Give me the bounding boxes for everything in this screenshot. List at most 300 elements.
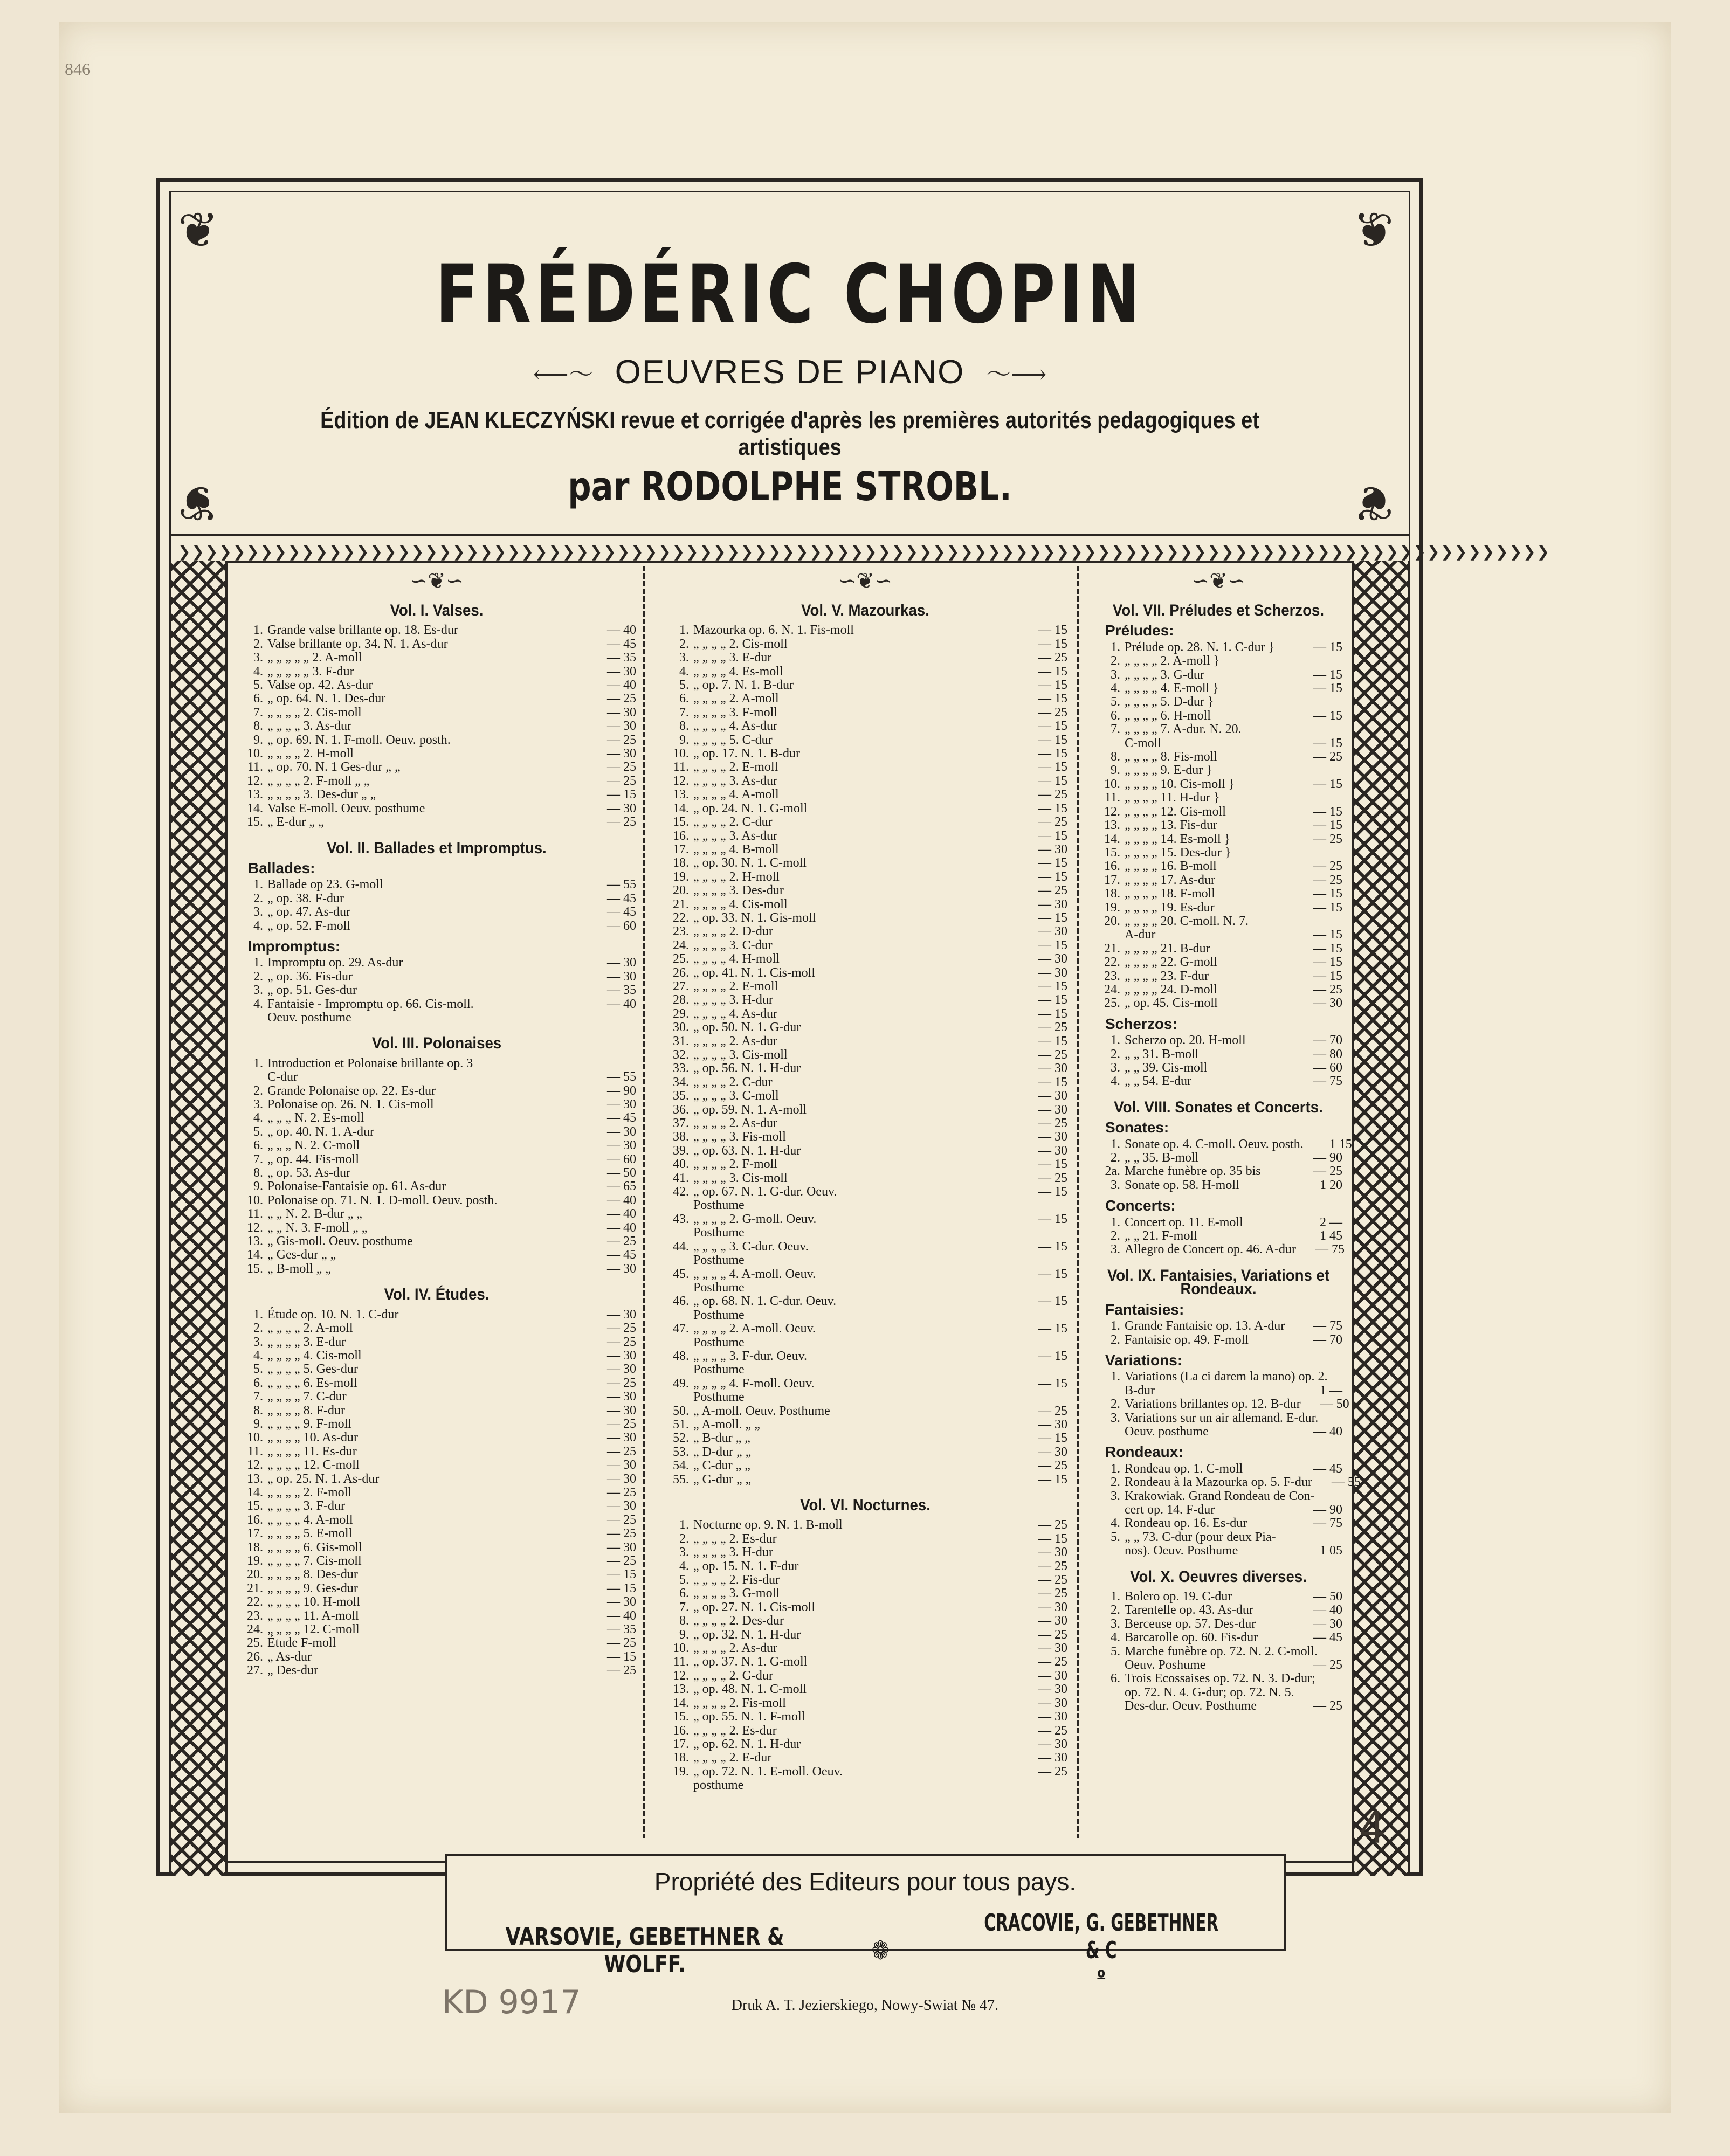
list-item	[663, 720, 1067, 733]
item-title: „ „ „ „ „ 2. A-moll	[267, 651, 362, 665]
item-number: 11.	[247, 1444, 263, 1459]
subtitle: OEUVRES DE PIANO	[615, 354, 965, 391]
item-title: „ „ „ „ 2. Des-dur	[693, 1614, 784, 1628]
item-number: 7.	[1111, 722, 1120, 737]
item-title: „ op. 33. N. 1. Gis-moll	[693, 910, 816, 925]
item-number: 4.	[1111, 1516, 1120, 1531]
list-item	[237, 1377, 636, 1390]
item-title: C-dur	[267, 1070, 298, 1084]
item-price: — 15	[1038, 1157, 1067, 1172]
item-number	[663, 1199, 693, 1212]
item-price: — 25	[1038, 1518, 1067, 1532]
item-title: „ „ „ „ 11. H-dur }	[1125, 791, 1220, 805]
item-number: 52.	[673, 1431, 689, 1446]
item-title: „ „ „ „ 2. Es-dur	[693, 1531, 777, 1546]
section-heading: Scherzos:	[1105, 1015, 1177, 1032]
item-price: — 35	[607, 651, 636, 665]
item-number: 27.	[673, 979, 689, 993]
item-number: 4.	[679, 1559, 689, 1573]
list-item	[1094, 778, 1342, 791]
item-price: — 15	[1038, 1185, 1067, 1199]
item-price: — 15	[1038, 664, 1067, 679]
item-number: 20.	[673, 883, 689, 898]
item-title: „ „ „ „ 3. G-dur	[1125, 667, 1204, 682]
item-number	[1094, 928, 1125, 942]
item-number: 29.	[673, 1006, 689, 1021]
list-item	[663, 1391, 1067, 1404]
item-price: — 75	[1313, 1516, 1342, 1531]
item-title: „ „ 39. Cis-moll	[1125, 1061, 1208, 1075]
item-title: „ „ „ „ 2. F-moll	[693, 1157, 777, 1172]
item-title: „ „ „ „ 2. Cis-moll	[693, 637, 788, 651]
item-number: 55.	[673, 1472, 689, 1487]
item-price: — 30	[1313, 1616, 1342, 1631]
item-number	[663, 1309, 693, 1322]
item-price: — 30	[607, 1403, 636, 1418]
item-price: — 55	[607, 877, 636, 892]
item-title: „ „ „ „ 2. Fis-moll	[693, 1696, 786, 1710]
item-price: — 15	[1038, 1349, 1067, 1363]
list-item	[663, 692, 1067, 706]
item-number: 3.	[679, 1545, 689, 1560]
item-price: — 60	[1313, 1061, 1342, 1075]
item-price: — 15	[1038, 623, 1067, 638]
item-number: 11.	[247, 760, 263, 775]
item-number: 13.	[673, 787, 689, 802]
item-price: — 30	[607, 1471, 636, 1486]
item-title: „ op. 24. N. 1. G-moll	[693, 801, 808, 816]
list-item	[1094, 901, 1342, 915]
item-title: Fantaisie op. 49. F-moll	[1125, 1332, 1249, 1347]
item-price: — 30	[607, 664, 636, 679]
publisher-emblem-icon: ❁	[871, 1935, 890, 1966]
item-title: cert op. 14. F-dur	[1125, 1502, 1215, 1517]
item-number: 3.	[253, 1335, 263, 1349]
item-number	[1094, 1384, 1125, 1398]
item-title: „ „ „ „ 3. Des-dur	[693, 883, 784, 898]
item-number: 46.	[673, 1294, 689, 1309]
item-price	[1294, 764, 1342, 777]
item-title: Prélude op. 28. N. 1. C-dur }	[1125, 640, 1275, 654]
list-item	[1094, 1061, 1342, 1075]
item-number: 4.	[253, 918, 263, 933]
list-item	[1094, 915, 1342, 928]
list-item	[663, 706, 1067, 720]
list-item	[237, 1582, 636, 1595]
list-item	[1094, 846, 1342, 860]
list-item	[663, 1765, 1067, 1779]
item-price: — 30	[607, 1458, 636, 1473]
item-title: Allegro de Concert op. 46. A-dur	[1125, 1242, 1296, 1257]
item-number: 11.	[1104, 791, 1120, 805]
item-number: 10.	[673, 1641, 689, 1656]
item-number: 1.	[253, 1307, 263, 1322]
item-price: — 15	[1038, 1322, 1067, 1336]
item-number	[1094, 1686, 1125, 1699]
item-title: „ Gis-moll. Oeuv. posthume	[267, 1234, 413, 1249]
list-item	[237, 1057, 636, 1070]
list-item	[237, 970, 636, 984]
item-price: — 30	[1038, 1143, 1067, 1158]
list-item	[663, 884, 1067, 897]
list-item	[1094, 805, 1342, 819]
item-price: — 15	[1313, 667, 1342, 682]
list-item	[237, 1098, 636, 1111]
item-title: Sonate op. 4. C-moll. Oeuv. posth.	[1125, 1137, 1304, 1151]
list-item	[663, 1172, 1067, 1185]
item-number: 12.	[247, 773, 263, 788]
item-price: — 55	[607, 1070, 636, 1084]
item-number: 6.	[1111, 708, 1120, 723]
item-price: — 15	[1038, 733, 1067, 747]
item-price: — 30	[607, 747, 636, 761]
item-title: „ „ „ „ 6. Es-moll	[267, 1376, 357, 1390]
list-item	[1094, 1645, 1342, 1659]
item-title: Sonate op. 58. H-moll	[1125, 1178, 1239, 1192]
item-price: — 25	[1038, 1627, 1067, 1642]
left-swirl-icon: ⟵〜	[533, 360, 594, 388]
item-title: Polonaise op. 26. N. 1. Cis-moll	[267, 1097, 434, 1111]
list-item	[1094, 942, 1342, 956]
list-item	[1094, 860, 1342, 873]
column-rule-1	[643, 566, 645, 1838]
item-title: Marche funèbre op. 72. N. 2. C-moll.	[1125, 1644, 1318, 1659]
item-number: 31.	[673, 1034, 689, 1048]
item-price: — 40	[607, 1207, 636, 1221]
item-number: 9.	[679, 1627, 689, 1642]
item-price: — 25	[1038, 1655, 1067, 1669]
item-price: — 40	[1313, 1603, 1342, 1618]
item-number: 7.	[253, 705, 263, 720]
item-number	[663, 1336, 693, 1350]
list-item	[663, 939, 1067, 952]
list-item	[663, 1532, 1067, 1546]
item-number: 14.	[247, 1248, 263, 1262]
item-title: „ op. 69. N. 1. F-moll. Oeuv. posth.	[267, 733, 451, 747]
item-number: 1.	[1111, 1137, 1120, 1151]
left-diamond-border	[169, 561, 228, 1876]
item-title: „ „ „ „ 4. Es-moll	[693, 664, 783, 679]
list-item	[1094, 1165, 1342, 1178]
item-price: — 25	[607, 1416, 636, 1431]
item-number: 12.	[673, 773, 689, 788]
item-price	[588, 1057, 636, 1070]
volume-heading: Vol. II. Ballades et Impromptus.	[327, 839, 547, 857]
item-price: — 15	[1313, 640, 1342, 654]
item-number: 14.	[247, 801, 263, 816]
item-title: „ „ N. 3. F-moll „ „	[267, 1220, 368, 1235]
list-item	[237, 1139, 636, 1152]
item-title: „ G-dur „ „	[693, 1472, 752, 1487]
vignette-icon: ∽❦∽	[409, 569, 464, 593]
item-number: 17.	[673, 1737, 689, 1751]
list-item	[663, 1350, 1067, 1363]
item-number: 25.	[673, 952, 689, 966]
item-price: — 30	[1038, 1102, 1067, 1117]
item-title: Variations sur un air allemand. E-dur.	[1125, 1411, 1319, 1425]
item-price: — 25	[1038, 1020, 1067, 1035]
list-item	[1094, 737, 1342, 750]
item-title: „ „ „ „ 7. C-dur	[267, 1390, 347, 1404]
list-item	[1094, 1370, 1342, 1384]
item-title: Impromptu op. 29. As-dur	[267, 956, 403, 970]
item-number: 32.	[673, 1048, 689, 1062]
item-number: 2.	[1111, 1603, 1120, 1618]
list-item	[663, 1254, 1067, 1267]
item-title: Posthume	[693, 1363, 745, 1377]
list-item	[663, 1724, 1067, 1738]
item-number: 2.	[1111, 1229, 1120, 1243]
list-item	[663, 624, 1067, 637]
item-number: 42.	[673, 1185, 689, 1199]
item-number: 15.	[247, 1261, 263, 1276]
item-number: 4.	[1111, 681, 1120, 696]
list-item	[663, 952, 1067, 966]
item-number: 19.	[1104, 900, 1120, 915]
item-price: — 30	[1038, 965, 1067, 980]
list-item	[663, 1130, 1067, 1144]
list-item	[237, 1527, 636, 1540]
list-item	[237, 1322, 636, 1335]
list-item	[237, 1235, 636, 1248]
item-price: — 15	[1038, 1212, 1067, 1226]
item-price: — 30	[1038, 1668, 1067, 1683]
item-title: „ op. 36. Fis-dur	[267, 969, 353, 984]
item-title: „ „ „ „ 2. H-moll	[693, 869, 780, 884]
item-number: 17.	[1104, 873, 1120, 887]
list-item	[237, 1473, 636, 1486]
item-title: „ „ „ „ 14. Es-moll }	[1125, 832, 1231, 846]
item-title: „ op. 38. F-dur	[267, 891, 344, 906]
item-price	[1294, 915, 1342, 928]
item-price	[1328, 1370, 1376, 1384]
section-heading: Sonates:	[1105, 1119, 1169, 1136]
list-item	[663, 1405, 1067, 1418]
item-price: — 25	[607, 1335, 636, 1349]
item-number: 2.	[1111, 1151, 1120, 1165]
list-item	[663, 843, 1067, 856]
list-item	[237, 1514, 636, 1527]
item-number: 12.	[1104, 804, 1120, 819]
item-price: — 35	[607, 1622, 636, 1637]
item-number: 5.	[253, 678, 263, 693]
item-title: „ „ „ „ 5. E-moll	[267, 1526, 353, 1541]
item-price: — 50	[1313, 1590, 1342, 1604]
item-price: — 15	[1038, 828, 1067, 843]
item-price: — 15	[1313, 708, 1342, 723]
item-price: — 25	[607, 1485, 636, 1499]
item-price: — 30	[607, 1595, 636, 1609]
item-price: — 30	[1038, 1641, 1067, 1656]
list-item	[663, 679, 1067, 692]
item-price: — 15	[1038, 993, 1067, 1007]
list-item	[237, 1070, 636, 1084]
publisher-warsaw: VARSOVIE, GEBETHNER & WOLFF.	[505, 1923, 784, 1978]
section-heading: Concerts:	[1105, 1197, 1176, 1214]
item-title: „ „ „ „ 2. Es-dur	[693, 1723, 777, 1738]
item-title: Rondeau op. 16. Es-dur	[1125, 1516, 1247, 1531]
item-price: — 15	[1313, 777, 1342, 791]
item-price	[1019, 1391, 1067, 1404]
item-number	[663, 1391, 693, 1404]
list-item	[1094, 1216, 1342, 1229]
list-item	[663, 1697, 1067, 1710]
item-number	[663, 1281, 693, 1295]
item-price: — 65	[607, 1179, 636, 1194]
item-title: „ „ „ „ 2. Cis-moll	[267, 705, 362, 720]
list-item	[663, 1683, 1067, 1696]
list-item	[237, 706, 636, 720]
volume-heading: Vol. I. Valses.	[390, 602, 484, 619]
item-number: 7.	[679, 705, 689, 720]
item-price: — 25	[607, 1526, 636, 1541]
item-price: — 25	[1313, 982, 1342, 997]
item-title: „ „ „ „ 3. As-dur	[693, 828, 777, 843]
item-title: „ op. 70. N. 1 Ges-dur „ „	[267, 760, 401, 775]
list-item	[663, 870, 1067, 884]
list-item	[237, 1125, 636, 1139]
list-item	[237, 1541, 636, 1554]
item-number: 33.	[673, 1061, 689, 1076]
list-item	[663, 1459, 1067, 1473]
item-price: — 15	[1038, 1294, 1067, 1309]
volume-heading: Vol. VIII. Sonates et Concerts.	[1114, 1098, 1323, 1116]
item-price: — 45	[607, 1111, 636, 1125]
item-title: „ „ „ „ 3. C-dur. Oeuv.	[693, 1239, 809, 1254]
item-title: „ „ „ „ 20. C-moll. N. 7.	[1125, 914, 1249, 928]
list-item	[237, 1445, 636, 1459]
list-item	[237, 1221, 636, 1235]
item-price: — 30	[1038, 1751, 1067, 1765]
item-title: C-moll	[1125, 736, 1162, 750]
list-item	[1094, 764, 1342, 777]
list-item	[1094, 1034, 1342, 1047]
list-item	[237, 1554, 636, 1568]
item-title: „ op. 72. N. 1. E-moll. Oeuv.	[693, 1764, 843, 1779]
list-item	[1094, 1531, 1342, 1544]
item-title: „ op. 17. N. 1. B-dur	[693, 747, 800, 761]
item-title: „ „ „ „ 23. F-dur	[1125, 969, 1209, 983]
item-price	[1019, 1226, 1067, 1240]
list-item	[663, 1642, 1067, 1655]
list-item	[1094, 750, 1342, 764]
item-price: — 45	[607, 905, 636, 920]
list-item	[237, 638, 636, 651]
list-item	[1094, 1462, 1342, 1476]
item-number: 13.	[247, 1234, 263, 1249]
item-title: „ „ „ „ 3. Des-dur „ „	[267, 787, 376, 802]
item-title: Variations (La ci darem la mano) op. 2.	[1125, 1370, 1328, 1384]
item-title: „ „ „ „ 4. A-moll	[267, 1512, 353, 1527]
item-title: „ „ „ „ 2. C-dur	[693, 1075, 773, 1089]
list-item	[1094, 1319, 1342, 1333]
item-title: Concert op. 11. E-moll	[1125, 1215, 1243, 1229]
item-title: „ „ „ „ 3. H-dur	[693, 1545, 773, 1560]
list-item	[237, 802, 636, 816]
publisher-krakow-sup: o	[1097, 1965, 1105, 1981]
item-title: „ „ „ „ 13. Fis-dur	[1125, 818, 1217, 833]
item-price: — 15	[1038, 1267, 1067, 1281]
item-price: — 15	[1038, 1006, 1067, 1021]
list-item	[663, 1213, 1067, 1226]
list-item	[1094, 1631, 1342, 1644]
item-number: 3.	[253, 905, 263, 920]
list-item	[663, 651, 1067, 665]
right-swirl-icon: 〜⟶	[986, 360, 1047, 388]
item-price: — 40	[607, 1220, 636, 1235]
item-number: 14.	[673, 1696, 689, 1710]
item-title: „ „ „ N. 2. C-moll	[267, 1138, 360, 1153]
handwritten-number: 4	[1359, 1803, 1386, 1853]
list-item	[663, 788, 1067, 801]
item-number: 3.	[253, 651, 263, 665]
item-price: — 25	[607, 1663, 636, 1678]
list-item	[1094, 1412, 1342, 1425]
catalog-column-3	[1094, 566, 1361, 1713]
list-item	[237, 651, 636, 665]
item-title: „ op. 53. As-dur	[267, 1166, 350, 1180]
item-title: „ „ „ „ 24. D-moll	[1125, 982, 1217, 997]
item-number: 4.	[253, 997, 263, 1011]
item-number: 1.	[1111, 1033, 1120, 1048]
item-number: 9.	[679, 733, 689, 747]
list-item	[1094, 1075, 1342, 1088]
item-number: 1.	[253, 877, 263, 892]
list-item	[237, 1636, 636, 1650]
item-number: 1.	[1111, 1370, 1120, 1384]
list-item	[1094, 1384, 1342, 1398]
item-title: op. 72. N. 4. G-dur; op. 72. N. 5.	[1125, 1685, 1294, 1699]
item-title: „ „ 54. E-dur	[1125, 1074, 1191, 1089]
list-item	[237, 984, 636, 997]
item-number: 23.	[1104, 969, 1120, 983]
item-title: „ op. 67. N. 1. G-dur. Oeuv.	[693, 1185, 837, 1199]
item-number: 19.	[673, 869, 689, 884]
item-title: „ op. 50. N. 1. G-dur	[693, 1020, 801, 1035]
item-number: 12.	[247, 1458, 263, 1473]
item-number: 2.	[679, 1531, 689, 1546]
library-stamp: 846	[65, 59, 91, 79]
item-title: „ „ „ „ 5. C-dur	[693, 733, 773, 747]
item-number: 3.	[679, 651, 689, 665]
item-number: 6.	[253, 692, 263, 706]
item-title: „ D-dur „ „	[693, 1445, 752, 1459]
item-title: „ „ „ „ 2. D-dur	[693, 924, 773, 939]
list-item	[1094, 1229, 1342, 1243]
item-number: 1.	[679, 1518, 689, 1532]
list-item	[237, 1418, 636, 1431]
item-price	[1294, 654, 1342, 668]
item-price: — 45	[607, 637, 636, 651]
item-title: „ op. 52. F-moll	[267, 918, 350, 933]
item-number: 19.	[673, 1764, 689, 1779]
item-price: — 25	[1313, 873, 1342, 887]
item-title: Étude op. 10. N. 1. C-dur	[267, 1307, 399, 1322]
item-title: „ „ „ „ 11. A-moll	[267, 1608, 359, 1623]
item-price: — 30	[1038, 952, 1067, 966]
list-item	[237, 1363, 636, 1376]
item-number: 4.	[253, 1348, 263, 1363]
item-number: 8.	[1111, 750, 1120, 764]
item-title: Posthume	[693, 1198, 745, 1213]
item-title: „ „ „ „ 4. As-dur	[693, 719, 777, 734]
item-price: — 30	[1038, 1089, 1067, 1103]
item-number: 17.	[247, 1526, 263, 1541]
item-title: Posthume	[693, 1253, 745, 1268]
item-price: — 70	[1313, 1033, 1342, 1048]
item-title: „ „ „ „ 2. C-dur	[693, 815, 773, 830]
list-item	[663, 911, 1067, 925]
